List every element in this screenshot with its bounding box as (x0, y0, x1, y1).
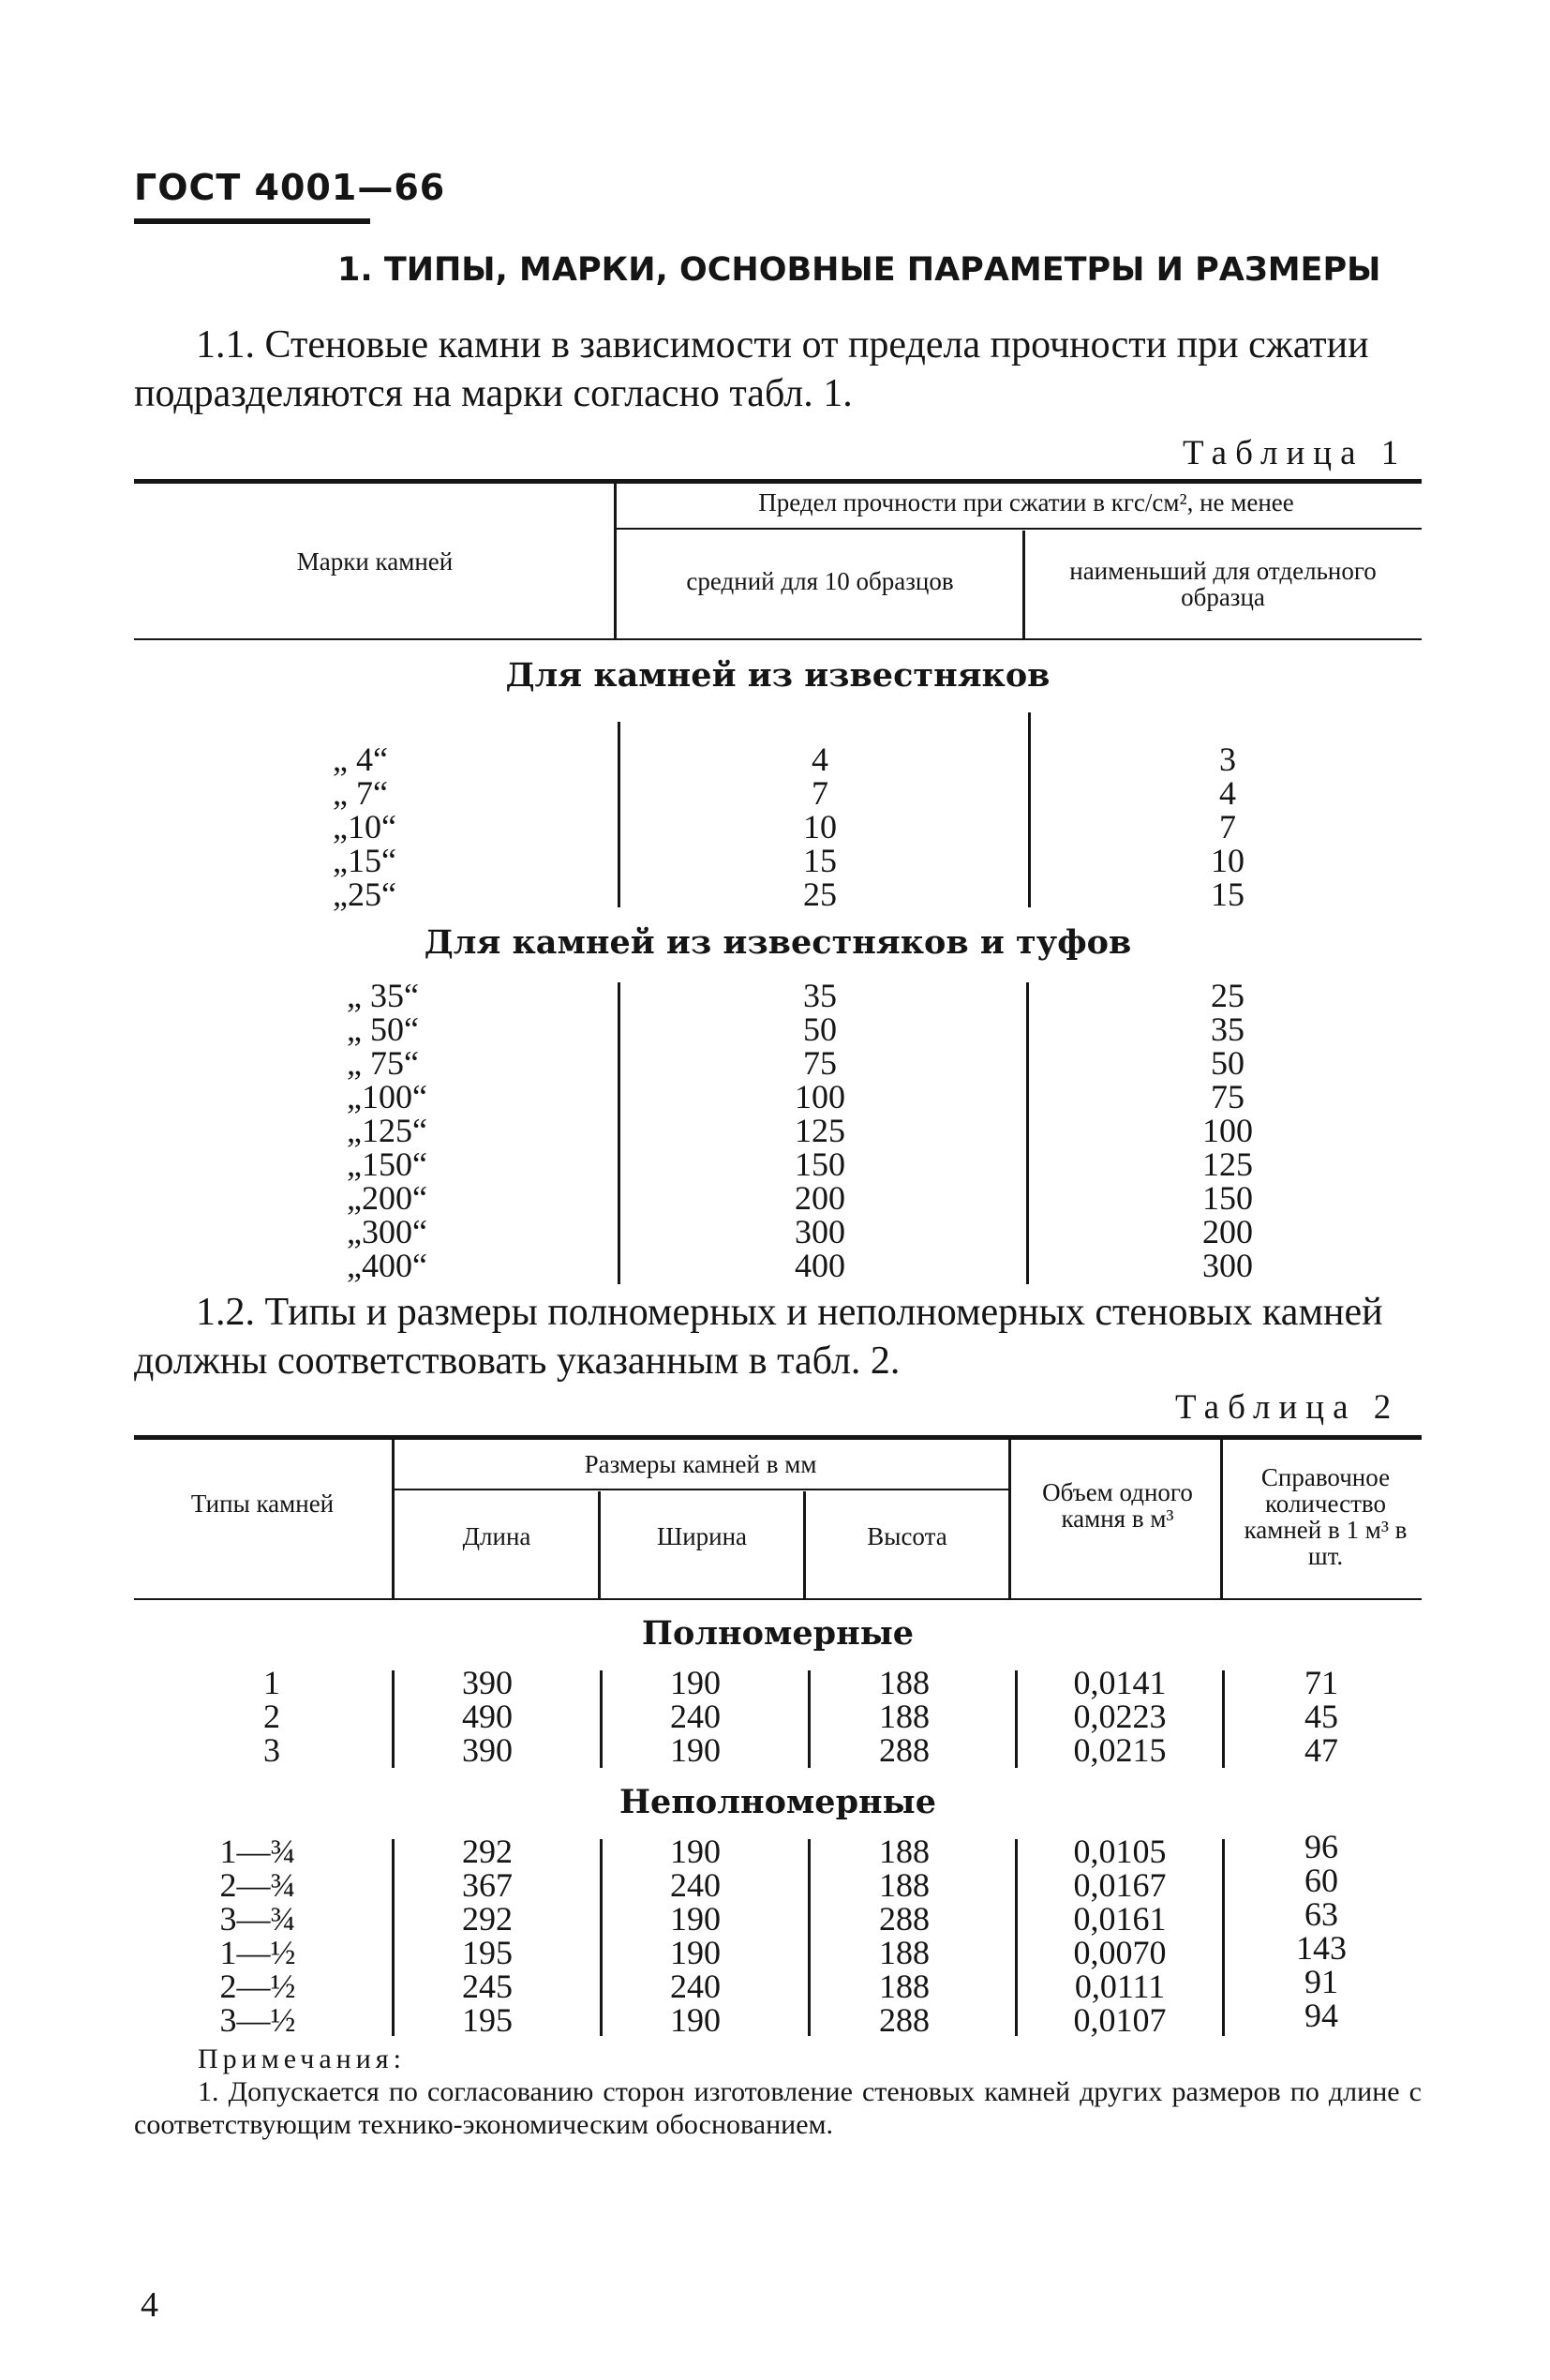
table2-group2-title: Неполномерные (619, 1783, 937, 1821)
table2-volume-value: 0,0161 (1073, 1900, 1167, 1938)
table1-min-value: 75 (1211, 1078, 1244, 1115)
table2-width-value: 240 (670, 1698, 721, 1735)
table1-mark: „ 4“ (333, 741, 388, 778)
table1-mark: „200“ (347, 1179, 427, 1217)
header-underline (134, 218, 370, 224)
table1-caption: Таблица 1 (1183, 434, 1408, 472)
table2-count-value: 143 (1296, 1929, 1347, 1967)
table2-header-vline (392, 1440, 395, 1598)
table1-header-vline-1 (614, 484, 617, 638)
table2-length-value: 367 (462, 1866, 513, 1904)
table1-header-bottom-rule (134, 638, 1422, 640)
table1-col-min: наименьший для отдельного образца (1069, 557, 1377, 611)
table2-type: 3—¾ (219, 1900, 296, 1938)
paragraph-1-1: 1.1. Стеновые камни в зависимости от предела прочности при сжатии подразделяются на марки согласно табл. 1. (134, 323, 1369, 415)
table2-volume-value: 0,0070 (1073, 1934, 1167, 1971)
table2-group2-vline (1015, 1839, 1018, 2036)
table2-length-value: 292 (462, 1900, 513, 1938)
table2-count-value: 45 (1304, 1698, 1338, 1735)
table1-group1-avg (750, 742, 890, 911)
table1-mark: „150“ (347, 1145, 427, 1183)
table2-header-vline (1008, 1440, 1011, 1598)
table1-min-value: 125 (1202, 1145, 1253, 1183)
table1-min-value: 100 (1202, 1112, 1253, 1149)
table1-avg-value: 7 (812, 774, 828, 812)
table1-group2-vline-1 (618, 982, 620, 1284)
table2-group2-height (857, 1834, 951, 2037)
table2-width-value: 240 (670, 1968, 721, 2005)
table2-width-value: 190 (670, 1664, 721, 1701)
table1-group1-marks (333, 742, 455, 911)
table1-min-value: 15 (1211, 876, 1244, 913)
paragraph-1-2: 1.2. Типы и размеры полномерных и неполномерных стеновых камней должны соответствовать указанным в табл. 2. (134, 1291, 1383, 1383)
table2-group1-vline (1222, 1670, 1225, 1768)
table2-group1-vline (600, 1670, 603, 1768)
table1-group2-title: Для камней из известняков и туфов (424, 923, 1132, 962)
table1-avg-value: 125 (795, 1112, 845, 1149)
table2-width-value: 240 (670, 1866, 721, 1904)
table1-group2-marks (347, 979, 478, 1282)
table1-min-value: 50 (1211, 1044, 1244, 1082)
table2-col-count: Справочное количество камней в 1 м³ в шт. (1244, 1463, 1408, 1570)
table1-group2-vline-2 (1026, 982, 1029, 1284)
table2-width-value: 190 (670, 1900, 721, 1938)
table2-group1-length (440, 1666, 534, 1767)
table2-height-value: 188 (879, 1934, 930, 1971)
table2-type: 2—½ (219, 1968, 296, 2005)
table2-top-rule (134, 1435, 1422, 1440)
table2-count-value: 96 (1304, 1828, 1338, 1865)
table2-col-width: Ширина (656, 1522, 748, 1550)
table1-header-divider (614, 528, 1422, 530)
table2-type: 3—½ (219, 2001, 296, 2039)
table1-min-value: 25 (1211, 977, 1244, 1014)
notes-title: Примечания: (198, 2043, 406, 2074)
table2-length-value: 195 (462, 1934, 513, 1971)
table2-height-value: 288 (879, 2001, 930, 2039)
table2-height-value: 188 (879, 1698, 930, 1735)
table2-length-value: 490 (462, 1698, 513, 1735)
table2-group1-vline (392, 1670, 395, 1768)
table2-header-vline (1220, 1440, 1223, 1598)
section-title: 1. ТИПЫ, МАРКИ, ОСНОВНЫЕ ПАРАМЕТРЫ И РАЗМЕРЫ (337, 251, 1381, 289)
table1-min-value: 300 (1202, 1247, 1253, 1284)
table1-col-limit: Предел прочности при сжатии в кгс/см², не менее (758, 488, 1294, 516)
page-number: 4 (141, 2285, 158, 2325)
table2-width-value: 190 (670, 1833, 721, 1870)
table2-header-vline (803, 1491, 806, 1598)
table2-group1-title: Полномерные (641, 1614, 915, 1653)
table1-avg-value: 25 (803, 876, 837, 913)
table1-group2-min (1162, 979, 1293, 1282)
table1-avg-value: 100 (795, 1078, 845, 1115)
table2-width-value: 190 (670, 2001, 721, 2039)
table2-type: 1 (263, 1664, 280, 1701)
table1-min-value: 10 (1211, 842, 1244, 879)
table2-type: 2—¾ (219, 1866, 296, 1904)
table2-length-value: 390 (462, 1731, 513, 1769)
table1-mark: „ 50“ (347, 1010, 419, 1048)
table2-height-value: 188 (879, 1664, 930, 1701)
table2-header-vline (598, 1491, 601, 1598)
table2-group2-vline (600, 1839, 603, 2036)
table2-width-value: 190 (670, 1731, 721, 1769)
table2-group2-volume (1045, 1834, 1195, 2037)
table1-min-value: 3 (1219, 741, 1236, 778)
table2-height-value: 188 (879, 1968, 930, 2005)
table2-group2-vline (808, 1839, 811, 2036)
table1-avg-value: 15 (803, 842, 837, 879)
table2-count-value: 91 (1304, 1963, 1338, 2000)
note-1: 1. Допускается по согласованию сторон изготовление стеновых камней других размеров по длине с соответствующим технико-экономическим обоснованием. (134, 2076, 1422, 2140)
table2-col-types: Типы камней (190, 1489, 335, 1518)
table2-group1-types (225, 1666, 319, 1767)
table1-avg-value: 4 (812, 741, 828, 778)
table1-mark: „ 35“ (347, 977, 419, 1014)
table2-group2-length (440, 1834, 534, 2037)
table1-col-avg: средний для 10 образцов (686, 567, 954, 595)
table2-type: 1—¾ (219, 1833, 296, 1870)
table2-height-value: 288 (879, 1900, 930, 1938)
document-code: ГОСТ 4001—66 (134, 167, 446, 208)
table1-mark: „ 7“ (333, 774, 388, 812)
table2-height-value: 188 (879, 1866, 930, 1904)
table2-length-value: 245 (462, 1968, 513, 2005)
table2-count-value: 60 (1304, 1862, 1338, 1899)
table1-avg-value: 400 (795, 1247, 845, 1284)
table2-volume-value: 0,0105 (1073, 1833, 1167, 1870)
table1-top-rule (134, 479, 1422, 484)
table2-volume-value: 0,0107 (1073, 2001, 1167, 2039)
table1-avg-value: 35 (803, 977, 837, 1014)
table2-width-value: 190 (670, 1934, 721, 1971)
table1-min-value: 200 (1202, 1213, 1253, 1250)
table2-col-length: Длина (462, 1522, 531, 1550)
table1-mark: „15“ (333, 842, 396, 879)
table2-group2-width (648, 1834, 742, 2037)
table2-length-value: 292 (462, 1833, 513, 1870)
table1-group1-vline-1 (618, 722, 620, 907)
table2-group1-height (857, 1666, 951, 1767)
table1-mark: „ 75“ (347, 1044, 419, 1082)
table1-avg-value: 150 (795, 1145, 845, 1183)
table2-col-volume: Объем одного камня в м³ (1042, 1478, 1193, 1533)
table2-volume-value: 0,0215 (1073, 1731, 1167, 1769)
table2-type: 2 (263, 1698, 280, 1735)
table2-length-value: 390 (462, 1664, 513, 1701)
table1-mark: „25“ (333, 876, 396, 913)
table1-mark: „125“ (347, 1112, 427, 1149)
table1-min-value: 35 (1211, 1010, 1244, 1048)
table1-mark: „400“ (347, 1247, 427, 1284)
table1-min-value: 7 (1219, 808, 1236, 846)
table2-type: 1—½ (219, 1934, 296, 1971)
table2-group1-vline (808, 1670, 811, 1768)
table2-volume-value: 0,0111 (1074, 1968, 1166, 2005)
table1-col-marks: Марки камней (296, 547, 454, 576)
table1-group2-avg (750, 979, 890, 1282)
table1-avg-value: 10 (803, 808, 837, 846)
table2-group2-count (1274, 1830, 1368, 2032)
table1-mark: „100“ (347, 1078, 427, 1115)
table2-col-sizes: Размеры камней в мм (584, 1450, 817, 1478)
table2-group1-vline (1015, 1670, 1018, 1768)
table2-count-value: 47 (1304, 1731, 1338, 1769)
table2-height-value: 288 (879, 1731, 930, 1769)
table1-group1-vline-2 (1028, 712, 1031, 907)
table2-caption: Таблица 2 (1175, 1388, 1400, 1427)
table1-mark: „300“ (347, 1213, 427, 1250)
table1-avg-value: 200 (795, 1179, 845, 1217)
table1-min-value: 150 (1202, 1179, 1253, 1217)
table2-volume-value: 0,0223 (1073, 1698, 1167, 1735)
table2-length-value: 195 (462, 2001, 513, 2039)
table2-group1-volume (1045, 1666, 1195, 1767)
table2-header-divider (392, 1489, 1008, 1490)
table2-group1-count (1274, 1666, 1368, 1767)
table2-group2-vline (1222, 1839, 1225, 2036)
table2-count-value: 71 (1304, 1664, 1338, 1701)
table2-col-height: Высота (867, 1522, 947, 1550)
table2-group2-vline (392, 1839, 395, 2036)
table2-volume-value: 0,0167 (1073, 1866, 1167, 1904)
table2-header-bottom-rule (134, 1598, 1422, 1600)
table2-type: 3 (263, 1731, 280, 1769)
table1-group1-title: Для камней из известняков (505, 656, 1051, 695)
table2-height-value: 188 (879, 1833, 930, 1870)
table1-header-vline-2 (1022, 531, 1025, 638)
table2-count-value: 63 (1304, 1895, 1338, 1933)
table1-avg-value: 75 (803, 1044, 837, 1082)
table1-avg-value: 300 (795, 1213, 845, 1250)
table1-min-value: 4 (1219, 774, 1236, 812)
table1-group1-min (1167, 742, 1289, 911)
table2-volume-value: 0,0141 (1073, 1664, 1167, 1701)
table2-group1-width (648, 1666, 742, 1767)
table2-count-value: 94 (1304, 1997, 1338, 2034)
table1-avg-value: 50 (803, 1010, 837, 1048)
table1-mark: „10“ (333, 808, 396, 846)
table2-group2-types (201, 1834, 314, 2037)
